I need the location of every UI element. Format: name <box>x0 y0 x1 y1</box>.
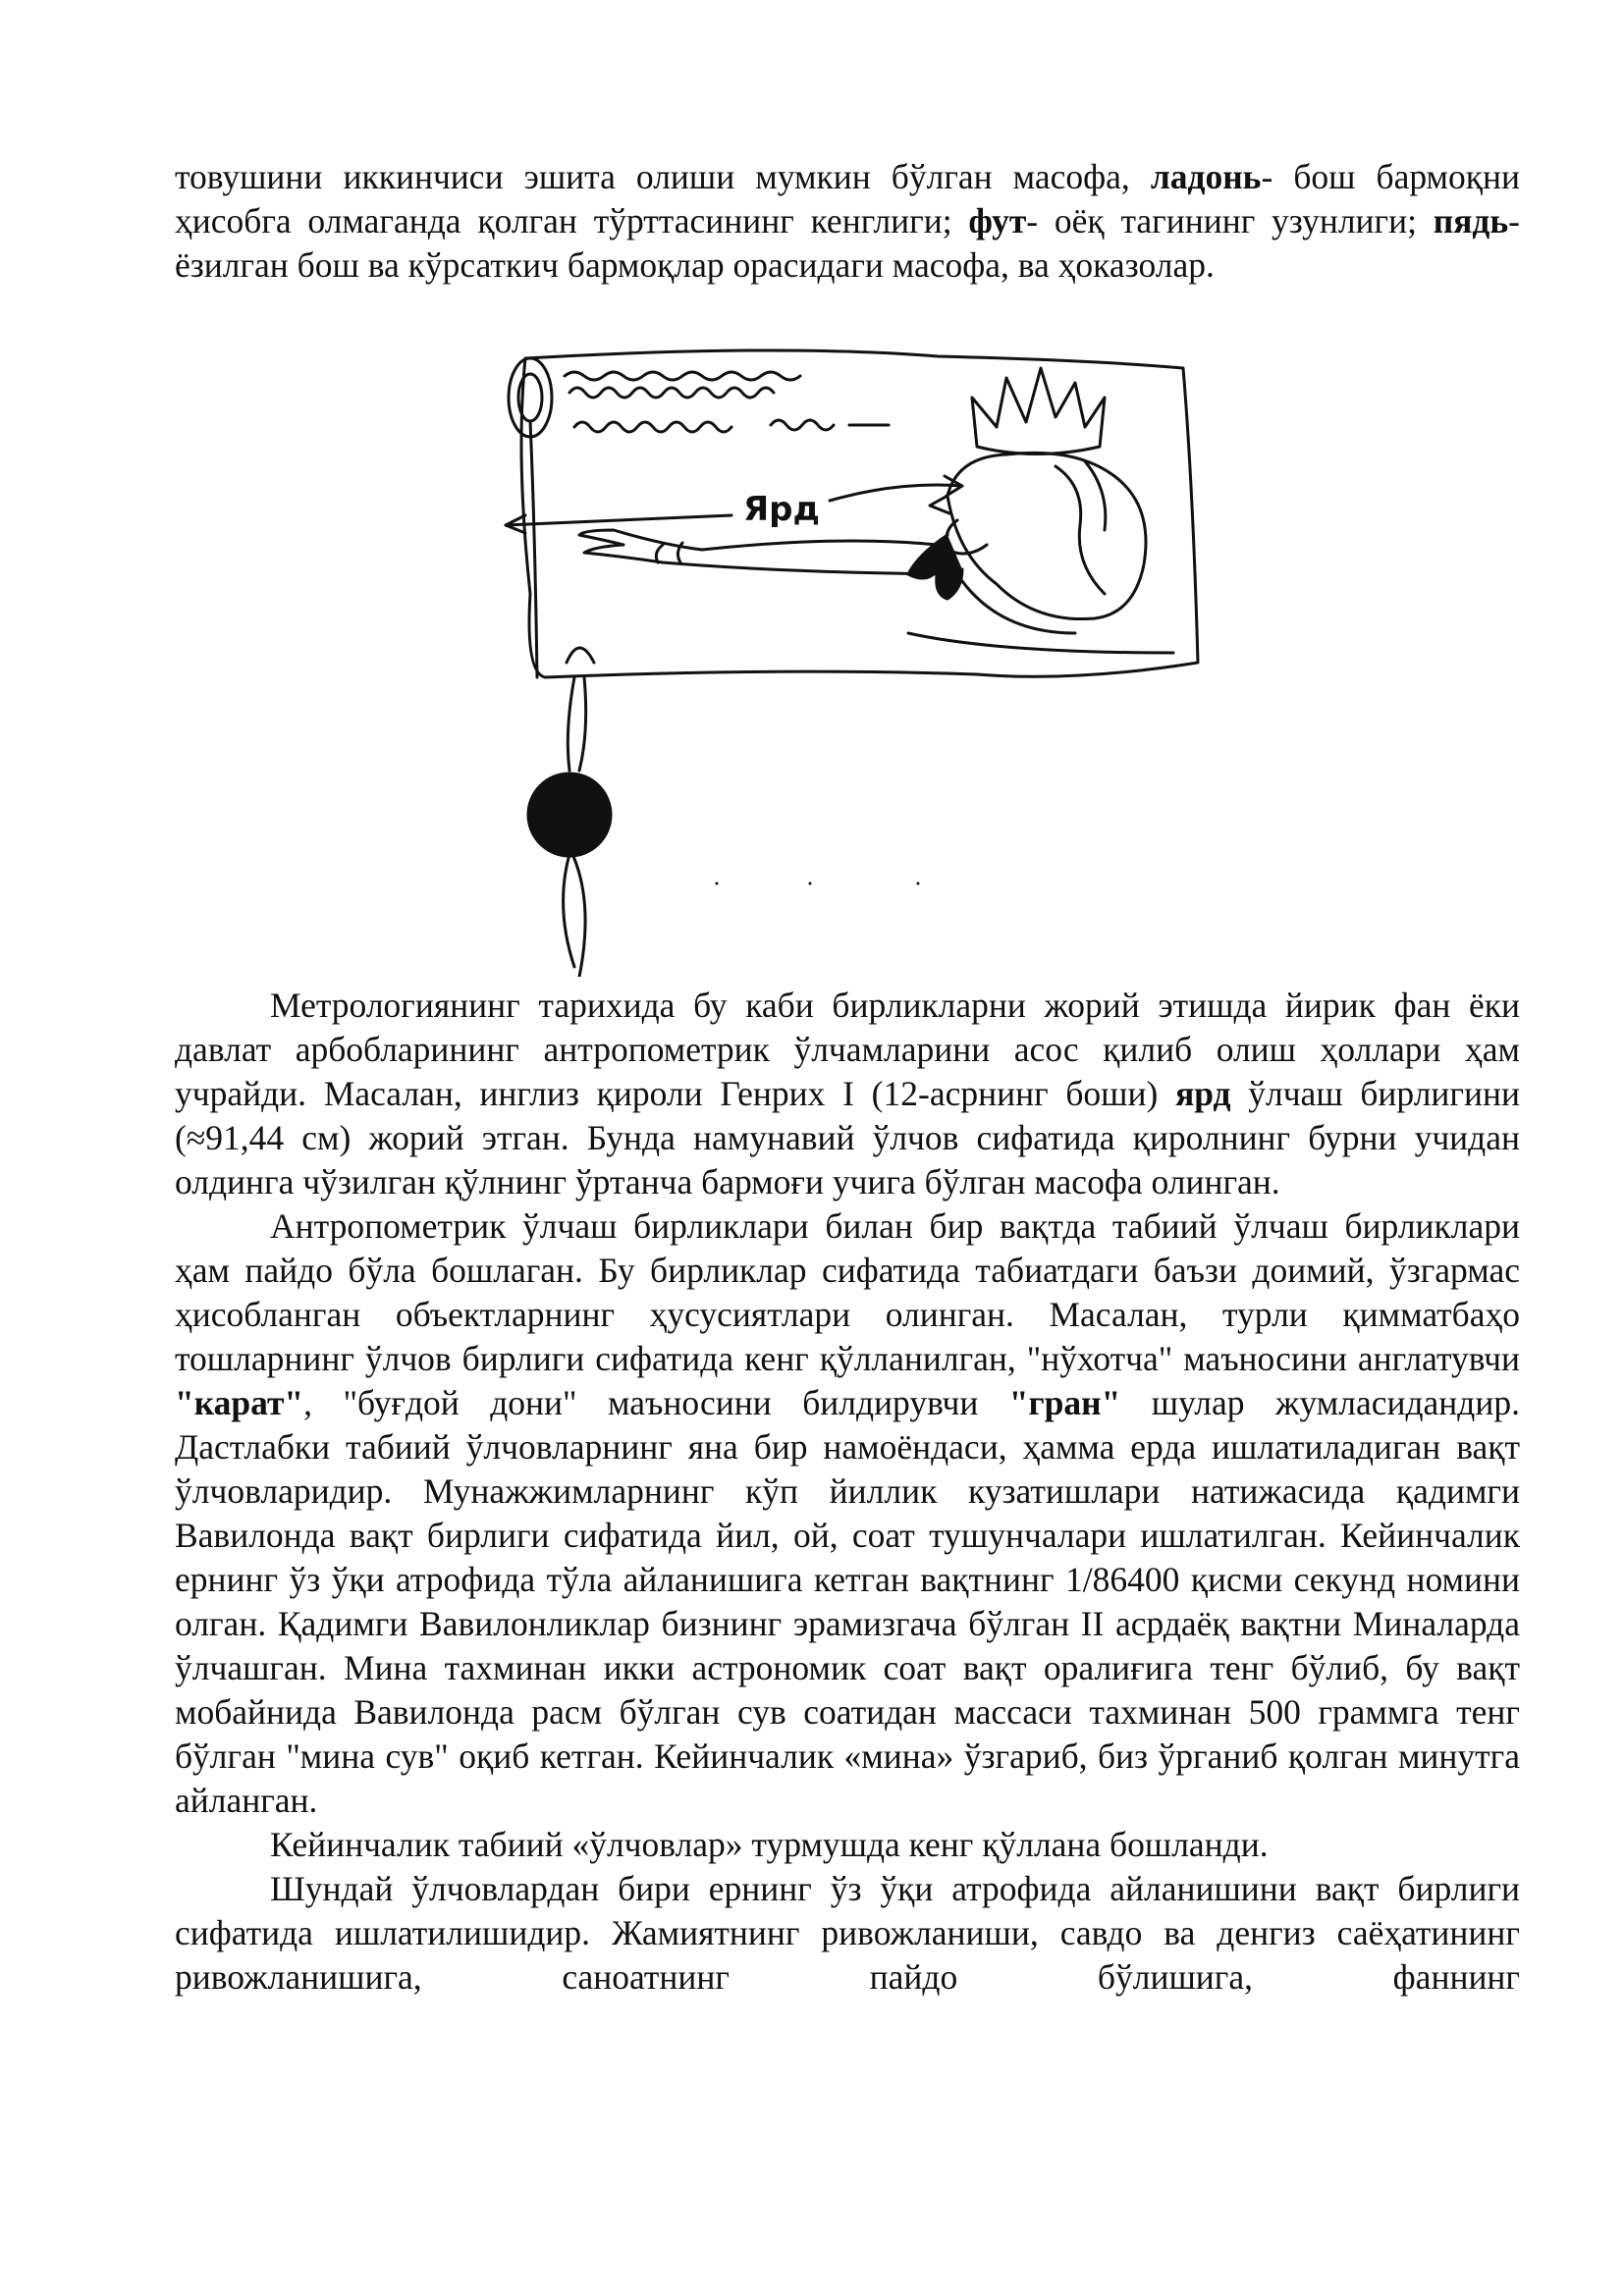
body-text <box>175 984 1520 2000</box>
intro-text-4: - ёзилган бош ва кўрсаткич бармоқлар орасидаги масофа, ва ҳоказолар. <box>175 201 1520 285</box>
intro-paragraph <box>175 155 1520 288</box>
term-karat: "карат" <box>175 1383 304 1422</box>
intro-text-3: - оёқ тагининг узунлиги; <box>1026 201 1434 240</box>
term-yard: ярд <box>1175 1074 1231 1113</box>
scroll-outline <box>521 350 1198 677</box>
term-pyad: пядь <box>1433 201 1509 240</box>
king-arm <box>579 530 947 574</box>
term-ladon: ладонь <box>1150 157 1262 196</box>
wax-seal-icon <box>528 774 611 856</box>
yard-label: Ярд <box>743 490 820 529</box>
paragraph-3: Кейинчалик табиий «ўлчовлар» турмушда кенг қўллана бошланди. <box>270 1825 1269 1864</box>
yard-king-scroll-illustration <box>486 339 1232 977</box>
seal-ribbon <box>567 648 594 771</box>
paragraph-1: Метрологиянинг тарихида бу каби бирликларни жорий этишда йирик фан ёки давлат арбобларининг антропометрик ўлчамларини асос қилиб олиш ҳоллари ҳам учрайди. Масалан, инглиз қироли Генрих I (12-асрнинг боши) ярд ўлчаш бирлигини (≈91,44 см) жорий этган. Бунда намунавий ўлчов сифатида қиролнинг бурни учидан олдинга чўзилган қўлнинг ўртанча бармоғи учига бўлган масофа олинган. <box>175 986 1520 1201</box>
paragraph-2: Антропометрик ўлчаш бирликлари билан бир вақтда табиий ўлчаш бирликлари ҳам пайдо бўла бошлаган. Бу бирликлар сифатида табиатдаги баъзи доимий, ўзгармас ҳисобланган объектларнинг ҳусусиятлари олинган. Масалан, турли қимматбаҳо тошларнинг ўлчов бирлиги сифатида кенг қўлланилган, "нўхотча" маъносини англатувчи "карат", "буғдой дони" маъносини билдирувчи "гран" шулар жумласидандир. Дастлабки табиий ўлчовларнинг яна бир намоёндаси, ҳамма ерда ишлатиладиган вақт ўлчовларидир. Мунажжимларнинг кўп йиллик кузатишлари натижасида қадимги Вавилонда вақт бирлиги сифатида йил, ой, соат тушунчалари ишлатилган. Кейинчалик ернинг ўз ўқи атрофида тўла айланишига кетган вақтнинг 1/86400 қисми секунд номини олган. Қадимги Вавилонликлар бизнинг эрамизгача бўлган II асрдаёқ вақтни Миналарда ўлчашган. Мина тахминан икки астрономик соат вақт оралиғига тенг бўлиб, бу вақт мобайнида Вавилонда расм бўлган сув соатидан массаси тахминан 500 граммга тенг бўлган "мина сув" оқиб кетган. Кейинчалик «мина» ўзгариб, биз ўрганиб қолган минутга айланган. <box>175 1206 1520 1820</box>
term-fut: фут <box>968 201 1027 240</box>
intro-text-1: товушини иккинчиси эшита олиши мумкин бўлган масофа, <box>175 157 1151 196</box>
scroll-writing <box>565 372 800 380</box>
crown-icon <box>972 368 1105 454</box>
king-head <box>947 453 1146 618</box>
term-gran: "гран" <box>1008 1383 1121 1422</box>
paragraph-4: Шундай ўлчовлардан бири ернинг ўз ўқи атрофида айланишини вақт бирлиги сифатида ишлатилишидир. Жамиятнинг ривожланиши, савдо ва денгиз саёҳатининг ривожланишига, саноатнинг пайдо бўлишига, фаннинг <box>175 1869 1520 1997</box>
intro-text-2: - бош бармоқни ҳисобга олмаганда қолган тўрттасининг кенглиги; <box>175 157 1520 240</box>
